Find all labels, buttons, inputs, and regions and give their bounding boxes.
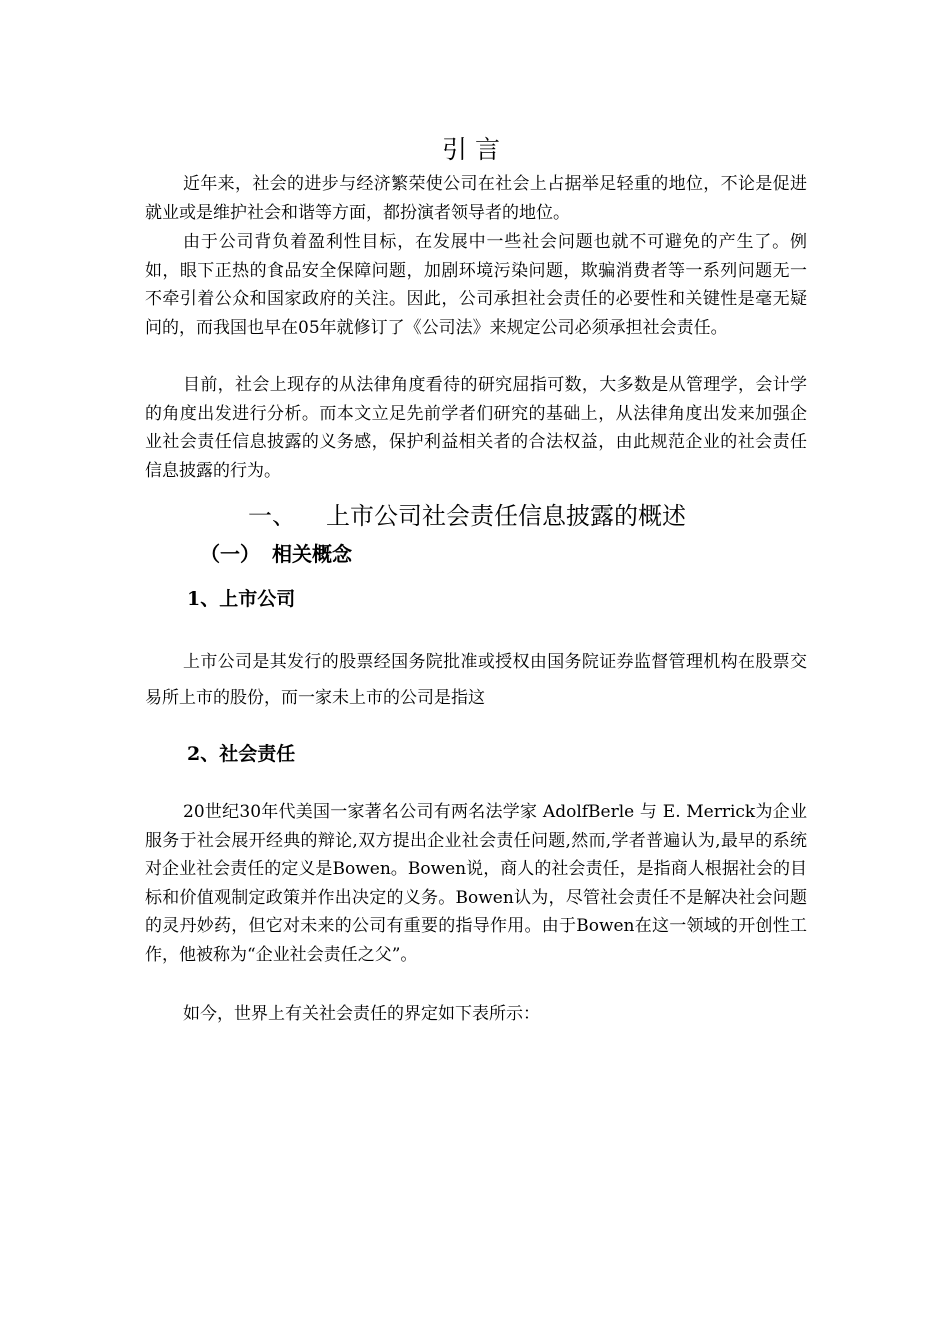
subsection-title: 相关概念 <box>272 542 352 566</box>
social-responsibility-paragraph-1: 20世纪30年代美国一家著名公司有两名法学家 AdolfBerle 与 E. Merrick为企业服务于社会展开经典的辩论,双方提出企业社会责任问题,然而,学者普遍认为,最早的系统对企业社会责任的定义是Bowen。Bowen说，商人的社会责任，是指商人根据社会的目标和价值观制定政策并作出决定的义务。Bowen认为，尽管社会责任不是解决社会问题的灵丹妙药，但它对未来的公司有重要的指导作用。由于Bowen在这一领域的开创性工作，他被称为“企业社会责任之父”。 <box>145 802 807 965</box>
intro-paragraph-2: 由于公司背负着盈利性目标，在发展中一些社会问题也就不可避免的产生了。例如，眼下正热的食品安全保障问题，加剧环境污染问题，欺骗消费者等一系列问题无一不牵引着公众和国家政府的关注。因此，公司承担社会责任的必要性和关键性是毫无疑问的，而我国也早在05年就修订了《公司法》来规定公司必须承担社会责任。 <box>145 232 807 338</box>
listed-company-paragraph: 上市公司是其发行的股票经国务院批准或授权由国务院证券监督管理机构在股票交易所上市的股份，而一家未上市的公司是指这 <box>145 652 807 708</box>
intro-title: 引言 <box>441 135 508 164</box>
intro-paragraph-3: 目前，社会上现存的从法律角度看待的研究屈指可数，大多数是从管理学，会计学的角度出发进行分析。而本文立足先前学者们研究的基础上，从法律角度出发来加强企业社会责任信息披露的义务感，保护利益相关者的合法权益，由此规范企业的社会责任信息披露的行为。 <box>145 375 807 481</box>
section-number: 一、 <box>248 502 296 530</box>
subsection-number: （一） <box>200 542 260 566</box>
intro-paragraph-1: 近年来，社会的进步与经济繁荣使公司在社会上占据举足轻重的地位，不论是促进就业或是维护社会和谐等方面，都扮演者领导者的地位。 <box>145 174 807 223</box>
subsection-heading <box>200 540 352 568</box>
section-title: 上市公司社会责任信息披露的概述 <box>326 502 686 530</box>
section-heading <box>248 500 686 532</box>
social-responsibility-paragraph-2: 如今，世界上有关社会责任的界定如下表所示： <box>183 1004 540 1024</box>
item-heading-listed-company: 1、上市公司 <box>187 588 296 610</box>
item-heading-social-responsibility: 2、社会责任 <box>187 743 296 765</box>
